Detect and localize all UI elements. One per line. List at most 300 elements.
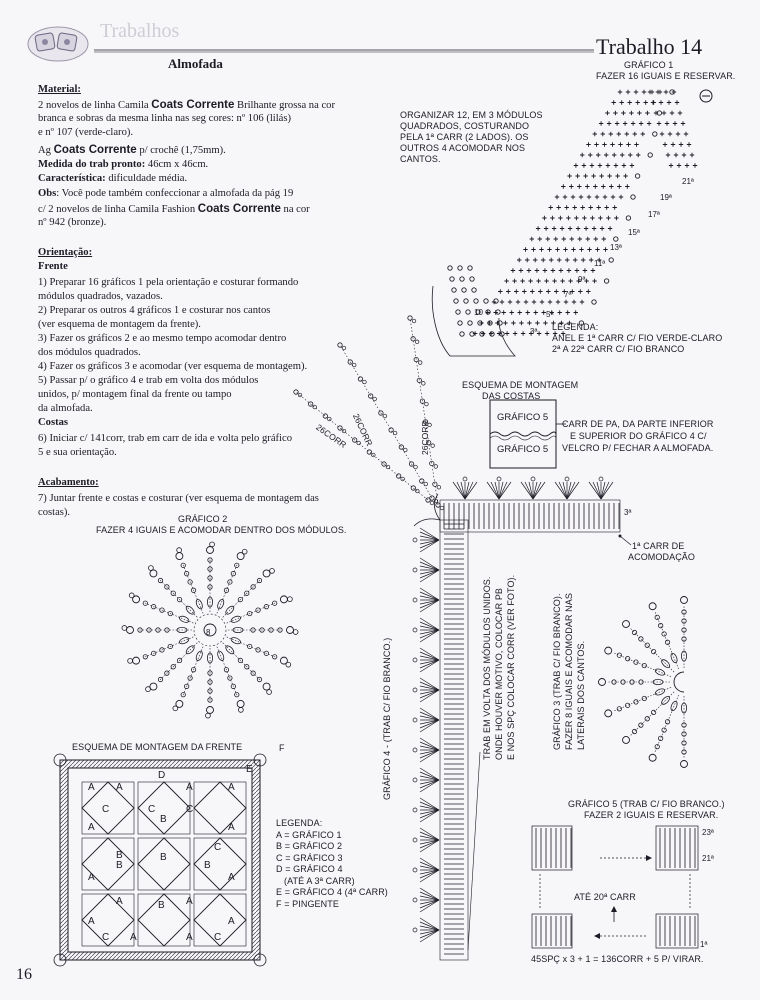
stitch-plus: [606, 163, 610, 167]
chain-stitch: [632, 630, 636, 634]
ring-count-10: 10: [474, 308, 483, 317]
picot-stitch: [373, 397, 377, 401]
stitch-plus: [560, 226, 564, 230]
stitch-plus: [614, 163, 618, 167]
stitch-plus: [667, 100, 671, 104]
grafico-3-label-1: GRÁFICO 3 (TRAB C/ FIO BRANCO).: [552, 593, 562, 750]
orientacao-step: (ver esquema de montagem da frente).: [38, 319, 201, 330]
stitch-dot: [456, 310, 460, 314]
stitch-plus: [524, 300, 528, 304]
stitch-plus: [522, 289, 526, 293]
stitch-plus: [671, 142, 675, 146]
stitch-plus: [657, 121, 661, 125]
grafico-1-subtitle: FAZER 16 IGUAIS E RESERVAR.: [596, 71, 736, 81]
stitch-plus: [666, 153, 670, 157]
stitch-plus: [527, 268, 531, 272]
stitch-plus: [544, 226, 548, 230]
stitch-plus: [589, 205, 593, 209]
module-letter: A: [228, 782, 235, 793]
stitch-plus: [589, 258, 593, 262]
picot-stitch: [413, 928, 417, 932]
chain-stitch: [655, 615, 659, 619]
stitch-plus: [583, 268, 587, 272]
grafico-5-formula: 45SPÇ x 3 + 1 = 136CORR + 5 P/ VIRAR.: [531, 954, 704, 964]
stitch-plus: [574, 216, 578, 220]
picot-stitch: [363, 380, 367, 384]
stitch-plus: [600, 226, 604, 230]
stitch-plus: [617, 132, 621, 136]
stitch-plus: [582, 216, 586, 220]
obs-line1: Obs: Você pode também confeccionar a almofada da pág 19: [38, 188, 294, 199]
picot-stitch: [649, 603, 656, 610]
stitch-plus: [564, 300, 568, 304]
fan-stitch: [420, 712, 439, 720]
stitch-plus: [620, 153, 624, 157]
grafico-4-chain-tendrils: [294, 316, 444, 510]
module-letter: A: [88, 822, 95, 833]
module-letter: B: [158, 900, 165, 911]
module-letter: B: [160, 852, 167, 863]
stitch-dot: [458, 266, 462, 270]
picot-stitch: [404, 448, 408, 452]
fan-stitch: [420, 630, 439, 638]
stitch-plus: [629, 111, 633, 115]
stitch-plus: [611, 195, 615, 199]
picot-stitch: [367, 450, 371, 454]
stitch-plus: [626, 90, 630, 94]
picot-stitch: [286, 662, 291, 667]
stitch-plus: [645, 111, 649, 115]
stitch-plus: [581, 205, 585, 209]
row-label-21: 21ª: [682, 177, 694, 186]
stitch-plus: [545, 331, 549, 335]
chain-stitch: [632, 729, 636, 733]
stitch-plus: [662, 111, 666, 115]
chain-stitch: [645, 643, 649, 647]
chain-stitch: [625, 656, 629, 660]
picot-stitch: [207, 547, 214, 554]
picot-stitch: [434, 465, 438, 469]
costas-box-top: GRÁFICO 5: [497, 412, 549, 423]
stitch-plus: [556, 300, 560, 304]
picot-stitch: [288, 597, 293, 602]
picot-stitch: [413, 778, 417, 782]
stitch-plus: [594, 142, 598, 146]
grafico-4-row3: 3ª: [624, 508, 632, 517]
material-heading: Material:: [38, 84, 81, 95]
stitch-plus: [593, 132, 597, 136]
picot-stitch: [352, 363, 356, 367]
stitch-plus: [679, 142, 683, 146]
obs-line2: c/ 2 novelos de linha Camila Fashion Coats Corrente na cor: [38, 203, 310, 215]
stitch-plus: [549, 258, 553, 262]
stitch-plus: [561, 184, 565, 188]
picot-stitch: [463, 477, 467, 481]
stitch-plus: [520, 279, 524, 283]
fan-stitch: [525, 482, 533, 499]
stitch-plus: [571, 195, 575, 199]
esquema-frente-diagram: [54, 754, 266, 966]
fan-stitch: [420, 720, 439, 728]
picot-stitch: [413, 538, 417, 542]
frente-legend-item: D = GRÁFICO 4: [276, 864, 343, 874]
stitch-plus: [563, 195, 567, 199]
stitch-plus: [618, 90, 622, 94]
stitch-plus: [590, 163, 594, 167]
fan-stitch: [420, 570, 439, 578]
fan-stitch: [420, 562, 439, 570]
stitch-plus: [570, 237, 574, 241]
chain-stitch: [662, 632, 666, 636]
row-label-3: 3ª: [530, 327, 538, 336]
stitch-plus: [672, 90, 676, 94]
stitch-dot: [454, 299, 458, 303]
fan-stitch: [533, 482, 541, 499]
chain-stitch: [645, 717, 649, 721]
picot-stitch: [150, 570, 157, 577]
frente-heading: Frente: [38, 261, 68, 272]
picot-stitch: [623, 621, 630, 628]
module-letter: C: [148, 804, 156, 815]
stitch-dot: [468, 266, 472, 270]
picot-stitch: [605, 710, 612, 717]
stitch-dot: [462, 288, 466, 292]
material-line1: 2 novelos de linha Camila Coats Corrente Brilhante grossa na cor: [38, 99, 335, 111]
orientacao-step: 4) Fazer os gráficos 3 e acomodar (ver esquema de montagem).: [38, 361, 308, 372]
orientacao-heading: Orientação:: [38, 247, 93, 258]
picot-stitch: [425, 402, 429, 406]
carr-label-2: ACOMODAÇÃO: [628, 552, 696, 562]
grafico-3-label-2: FAZER 8 IGUAIS E ACOMODAR NAS: [564, 593, 574, 750]
stitch-plus: [631, 121, 635, 125]
stitch-plus: [648, 90, 652, 94]
picot-stitch: [413, 748, 417, 752]
stitch-plus: [558, 310, 562, 314]
picot-stitch: [413, 568, 417, 572]
picot-stitch: [413, 718, 417, 722]
stitch-plus: [628, 100, 632, 104]
fan-stitch: [465, 482, 473, 499]
stitch-plus: [605, 205, 609, 209]
frente-legend-item: LEGENDA:: [276, 818, 323, 828]
grafico-5-row23: 23ª: [702, 828, 714, 837]
grafico-5-block-bottom-right: [656, 914, 698, 948]
stitch-plus: [641, 132, 645, 136]
stitch-plus: [586, 289, 590, 293]
stitch-plus: [554, 289, 558, 293]
module-letter: B: [116, 850, 123, 861]
stitch-plus: [623, 174, 627, 178]
stitch-plus: [557, 205, 561, 209]
picot-stitch: [531, 477, 535, 481]
stitch-plus: [663, 142, 667, 146]
stitch-plus: [579, 195, 583, 199]
stitch-plus: [574, 163, 578, 167]
stitch-plus: [618, 142, 622, 146]
stitch-plus: [508, 300, 512, 304]
row-label-13: 13ª: [610, 243, 622, 252]
fan-stitch: [499, 482, 507, 499]
stitch-plus: [555, 195, 559, 199]
costas-note-2: E SUPERIOR DO GRÁFICO 4 C/: [570, 431, 707, 441]
stitch-plus: [510, 310, 514, 314]
picot-stitch: [599, 679, 606, 686]
fan-stitch: [567, 482, 575, 499]
stitch-plus: [595, 195, 599, 199]
picot-stitch: [210, 542, 215, 547]
stitch-plus: [670, 111, 674, 115]
stitch-plus: [621, 111, 625, 115]
stitch-plus: [636, 153, 640, 157]
grafico-1-organize-3: PELA 1ª CARR (2 LADOS). OS: [400, 132, 529, 142]
module-letter: A: [186, 782, 193, 793]
stitch-plus: [505, 331, 509, 335]
stitch-plus: [569, 184, 573, 188]
picot-stitch: [389, 428, 393, 432]
stitch-plus: [538, 289, 542, 293]
stitch-plus: [519, 321, 523, 325]
stitch-plus: [612, 153, 616, 157]
module-letter: A: [228, 822, 235, 833]
stitch-plus: [506, 289, 510, 293]
picot-stitch: [313, 405, 317, 409]
stitch-plus: [574, 310, 578, 314]
chain-stitch: [651, 710, 655, 714]
stitch-plus: [578, 237, 582, 241]
grafico-1-organize-5: CANTOS.: [400, 154, 441, 164]
stitch-plus: [677, 163, 681, 167]
stitch-plus: [599, 174, 603, 178]
stitch-plus: [566, 216, 570, 220]
chain-stitch: [617, 653, 621, 657]
picot-stitch: [293, 630, 298, 635]
module-letter: A: [228, 872, 235, 883]
picot-stitch: [177, 548, 182, 553]
module-letter: B: [204, 860, 211, 871]
stitch-plus: [578, 289, 582, 293]
stitch-plus: [668, 132, 672, 136]
row-label-9: 9ª: [578, 275, 586, 284]
frente-legend-item: C = GRÁFICO 3: [276, 852, 343, 863]
fan-stitch: [457, 482, 465, 499]
stitch-plus: [598, 163, 602, 167]
stitch-plus: [693, 163, 697, 167]
work-title: Trabalho 14: [596, 34, 703, 59]
stitch-plus: [682, 153, 686, 157]
stitch-plus: [642, 90, 646, 94]
material-line3: e nº 107 (verde-claro).: [38, 127, 134, 138]
stitch-plus: [597, 205, 601, 209]
stitch-plus: [579, 247, 583, 251]
picot-stitch: [413, 598, 417, 602]
stitch-plus: [637, 111, 641, 115]
stitch-plus: [628, 153, 632, 157]
module-letter: A: [88, 782, 95, 793]
stitch-plus: [542, 216, 546, 220]
picot-stitch: [413, 898, 417, 902]
fan-stitch: [420, 600, 439, 608]
stitch-plus: [592, 226, 596, 230]
picot-stitch: [649, 754, 656, 761]
grafico-1-organize-4: OUTROS 4 ACOMODAR NOS: [400, 143, 526, 153]
module-letter: E: [246, 764, 253, 775]
fan-stitch: [420, 652, 439, 660]
stitch-plus: [630, 163, 634, 167]
stitch-dot: [460, 277, 464, 281]
stitch-plus: [560, 279, 564, 283]
stitch-plus: [518, 310, 522, 314]
picot-stitch: [413, 868, 417, 872]
stitch-dot: [470, 277, 474, 281]
stitch-plus: [512, 279, 516, 283]
picot-stitch: [396, 474, 400, 478]
grafico-1-legend-1: LEGENDA:: [552, 322, 599, 332]
fan-stitch: [559, 482, 567, 499]
stitch-plus: [586, 237, 590, 241]
picot-stitch: [565, 477, 569, 481]
stitch-plus: [516, 300, 520, 304]
stitch-plus: [603, 195, 607, 199]
picot-stitch: [416, 489, 420, 493]
picot-stitch: [149, 566, 154, 571]
module-letter: D: [158, 770, 166, 781]
stitch-plus: [538, 237, 542, 241]
picot-stitch: [323, 414, 327, 418]
module-letter: C: [102, 804, 110, 815]
stitch-plus: [568, 279, 572, 283]
grafico-2-center: 8: [206, 628, 211, 637]
module-letter: A: [116, 782, 123, 793]
picot-stitch: [431, 444, 435, 448]
corr-label-a: 26CORR: [420, 420, 430, 455]
grafico-3-half-flower-chart: [599, 597, 688, 768]
stitch-plus: [639, 121, 643, 125]
stitch-plus: [664, 90, 668, 94]
fan-stitch: [420, 742, 439, 750]
stitch-plus: [613, 111, 617, 115]
fan-stitch: [420, 750, 439, 758]
fan-stitch: [420, 682, 439, 690]
module-letter: C: [214, 932, 222, 943]
stitch-plus: [535, 321, 539, 325]
carr-label-1: 1ª CARR DE: [632, 541, 685, 551]
stitch-plus: [687, 142, 691, 146]
stitch-plus: [674, 153, 678, 157]
picot-stitch: [328, 417, 332, 421]
picot-stitch: [437, 485, 441, 489]
frente-legend-item: E = GRÁFICO 4 (4ª CARR): [276, 887, 388, 897]
stitch-plus: [676, 132, 680, 136]
row-label-7: 7ª: [564, 290, 572, 299]
stitch-plus: [572, 300, 576, 304]
stitch-plus: [521, 331, 525, 335]
stitch-plus: [573, 205, 577, 209]
grafico-5-subtitle: FAZER 2 IGUAIS E RESERVAR.: [584, 810, 719, 820]
stitch-plus: [563, 247, 567, 251]
stitch-dot: [466, 310, 470, 314]
module-letter: C: [214, 842, 222, 853]
chain-stitch: [634, 700, 638, 704]
module-letter: A: [88, 872, 95, 883]
pillow-logo-icon: [28, 27, 88, 61]
module-letter: C: [102, 932, 110, 943]
grafico-5-row21: 21ª: [702, 854, 714, 863]
picot-stitch: [146, 687, 151, 692]
grafico-4-note-2: ONDE HOUVER MOTIVO, COLOCAR PB: [494, 587, 504, 760]
stitch-plus: [636, 100, 640, 104]
stitch-plus: [613, 205, 617, 209]
caracteristica: Característica: dificuldade média.: [38, 173, 188, 184]
corr-label-c: 26CORR: [314, 422, 349, 450]
row-label-19: 19ª: [660, 193, 672, 202]
fan-stitch: [420, 622, 439, 630]
stitch-plus: [544, 279, 548, 283]
stitch-plus: [575, 268, 579, 272]
stitch-plus: [602, 142, 606, 146]
stitch-plus: [673, 121, 677, 125]
chain-stitch: [642, 696, 646, 700]
picot-stitch: [413, 628, 417, 632]
grafico-4-note-1: TRAB EM VOLTA DOS MÓDULOS UNIDOS.: [482, 576, 492, 760]
stitch-plus: [659, 100, 663, 104]
fan-stitch: [420, 802, 439, 810]
stitch-plus: [558, 216, 562, 220]
stitch-plus: [599, 121, 603, 125]
picot-stitch: [263, 683, 270, 690]
stitch-plus: [626, 142, 630, 146]
picot-stitch: [413, 688, 417, 692]
frente-legend-item: (ATÉ A 3ª CARR): [284, 875, 355, 886]
fan-stitch: [420, 810, 439, 818]
stitch-plus: [554, 237, 558, 241]
stitch-plus: [576, 226, 580, 230]
picot-stitch: [414, 465, 418, 469]
stitch-plus: [571, 247, 575, 251]
stitch-plus: [527, 321, 531, 325]
stitch-dot: [464, 299, 468, 303]
costas-step-2: 5 e sua orientação.: [38, 447, 117, 458]
stitch-plus: [567, 174, 571, 178]
module-letter: A: [186, 932, 193, 943]
fan-stitch: [420, 892, 439, 900]
chain-stitch: [625, 703, 629, 707]
stitch-plus: [634, 142, 638, 146]
grafico-4-note-3: E NOS SPÇ COLOCAR CORR (VER FOTO).: [506, 574, 516, 760]
stitch-plus: [562, 237, 566, 241]
stitch-plus: [580, 153, 584, 157]
stitch-dot: [460, 332, 464, 336]
chain-stitch: [658, 736, 662, 740]
stitch-dot: [635, 174, 639, 178]
stitch-plus: [684, 132, 688, 136]
stitch-plus: [552, 226, 556, 230]
stitch-plus: [546, 237, 550, 241]
stitch-plus: [525, 258, 529, 262]
grafico-5-title: GRÁFICO 5 (TRAB C/ FIO BRANCO.): [568, 799, 725, 809]
stitch-plus: [530, 289, 534, 293]
frente-legend-item: A = GRÁFICO 1: [276, 829, 342, 840]
fan-stitch: [491, 482, 499, 499]
material-ag: Ag Coats Corrente p/ crochê (1,75mm).: [38, 144, 226, 156]
grafico-1-organize-2: QUADRADOS, COSTURANDO: [400, 121, 530, 131]
fan-stitch: [420, 832, 439, 840]
stitch-plus: [513, 331, 517, 335]
stitch-plus: [511, 268, 515, 272]
picot-stitch: [605, 647, 612, 654]
module-letter: C: [186, 804, 194, 815]
chain-stitch: [634, 660, 638, 664]
stitch-plus: [607, 121, 611, 125]
